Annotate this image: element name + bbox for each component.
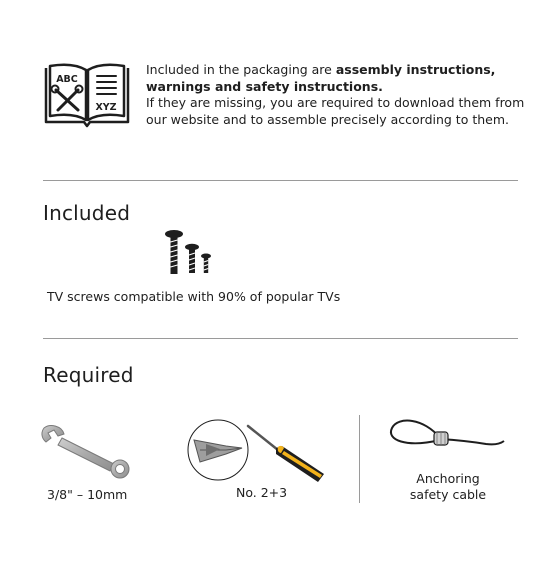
notice-bold-2: warnings and safety instructions.	[146, 78, 383, 94]
included-heading: Included	[43, 201, 131, 225]
wrench-caption: 3/8" – 10mm	[47, 487, 128, 502]
notice-bold-1: assembly instructions,	[335, 62, 496, 77]
safety-cable-caption-line1: Anchoring	[416, 471, 480, 486]
safety-cable-caption-line2: safety cable	[409, 487, 487, 502]
assembly-notice	[146, 62, 526, 128]
divider-middle	[43, 338, 518, 339]
book-left-label: ABC	[56, 74, 78, 85]
notice-text-2: If they are missing, you are required to download them from our website and to assemble precisely according to them.	[146, 95, 525, 127]
required-heading: Required	[43, 363, 134, 387]
screws-icon	[160, 228, 216, 278]
book-right-label: XYZ	[95, 102, 117, 113]
manual-book-icon	[42, 62, 132, 128]
included-caption: TV screws compatible with 90% of popular TVs	[47, 289, 341, 304]
divider-top	[43, 180, 518, 181]
screwdriver-icon	[244, 420, 330, 484]
safety-cable-caption	[400, 471, 496, 503]
notice-text-1: Included in the packaging are	[146, 62, 336, 77]
wrench-icon	[40, 424, 132, 480]
divider-vertical	[359, 415, 360, 503]
screwdriver-caption: No. 2+3	[236, 485, 288, 500]
safety-cable-icon	[384, 414, 510, 466]
screwdriver-tip-icon	[186, 418, 250, 482]
